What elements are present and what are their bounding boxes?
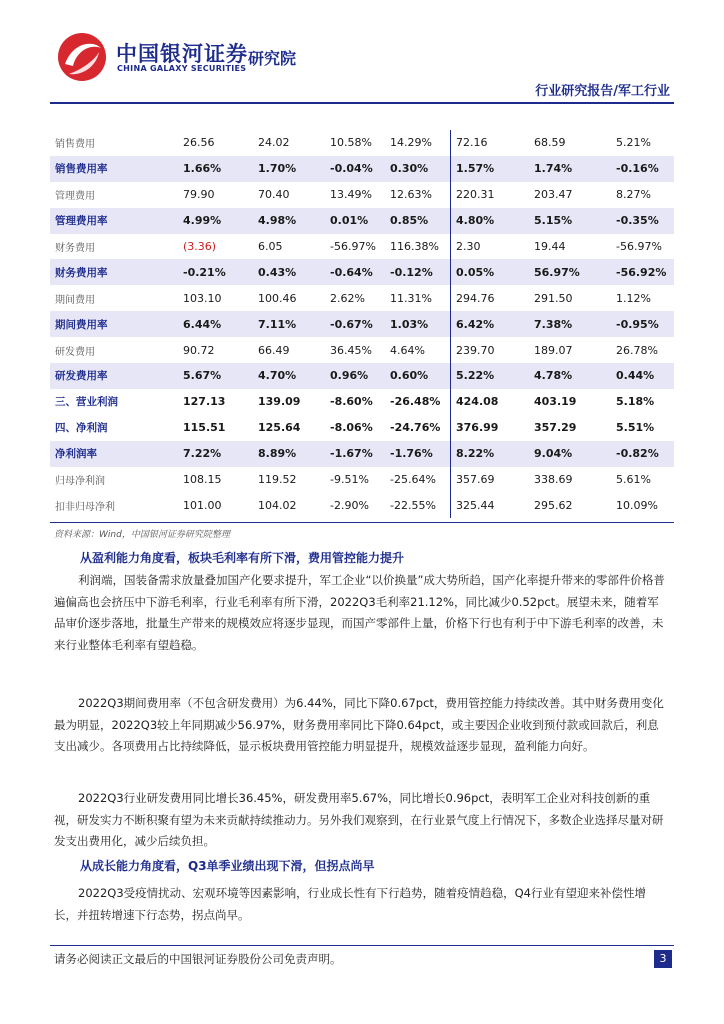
table-cell: 70.40 xyxy=(258,188,290,202)
table-cell: 108.15 xyxy=(183,473,222,487)
table-row xyxy=(50,492,674,518)
footer-divider xyxy=(50,945,674,946)
table-cell: 189.07 xyxy=(534,343,573,357)
table-cell: 6.44% xyxy=(178,311,253,337)
table-cell: 2.62% xyxy=(330,291,365,305)
table-cell: 357.29 xyxy=(534,421,577,435)
table-cell: -26.48% xyxy=(385,389,451,415)
row-label: 管理费用率 xyxy=(50,208,178,234)
paragraph: 利润端，国装备需求放量叠加国产化要求提升，军工企业“以价换量”成大势所趋，国产化率提升带来的零部件价格普遍偏高也会挤压中下游毛利率，行业毛利率有所下滑，2022Q3毛利率21.12%，同比减少0.52pct。展望未来，随着军品审价逐步落地，批量生产带来的规模效应将逐步显现，而国产零部件上量，价格下行也有利于中下游毛利率的改善，未来行业整体毛利率有望趋稳。 xyxy=(54,573,665,652)
table-cell: 101.00 xyxy=(183,498,222,512)
table-cell: 0.30% xyxy=(385,156,451,182)
row-label: 期间费用率 xyxy=(50,311,178,337)
table-cell: -1.67% xyxy=(325,441,385,467)
table-row xyxy=(50,415,674,441)
table-cell: 7.22% xyxy=(178,441,253,467)
table-cell: 403.19 xyxy=(534,395,577,409)
table-cell: -0.12% xyxy=(385,259,451,285)
table-cell: -0.21% xyxy=(178,259,253,285)
table-cell: 5.51% xyxy=(616,421,655,435)
table-cell: 338.69 xyxy=(534,473,573,487)
table-cell: 2.30 xyxy=(456,240,481,253)
section-body-expenses xyxy=(54,693,668,758)
table-cell: 0.01% xyxy=(325,208,385,234)
table-cell: 116.38% xyxy=(385,234,451,260)
table-cell: 139.09 xyxy=(258,395,301,409)
table-cell: 325.44 xyxy=(456,498,495,512)
table-cell: 5.22% xyxy=(451,363,530,389)
table-cell: 424.08 xyxy=(456,395,499,409)
row-label: 研发费用 xyxy=(55,346,95,358)
table-cell: 4.64% xyxy=(385,337,451,363)
table-cell: 0.43% xyxy=(253,259,325,285)
table-cell: -0.67% xyxy=(325,311,385,337)
section-title-growth: 从成长能力角度看，Q3单季业绩出现下滑，但拐点尚早 xyxy=(80,859,375,873)
row-label: 归母净利润 xyxy=(55,476,105,488)
table-cell: 5.61% xyxy=(616,473,651,487)
table-row xyxy=(50,337,674,363)
table-row xyxy=(50,363,674,389)
brand-name-cn: 中国银河证券 xyxy=(116,42,248,66)
table-cell: 295.62 xyxy=(534,498,573,512)
table-cell: (3.36) xyxy=(183,240,217,253)
table-cell: -8.06% xyxy=(330,421,373,435)
table-cell: -8.60% xyxy=(330,395,373,409)
table-cell: 4.80% xyxy=(451,208,530,234)
table-row xyxy=(50,441,674,467)
table-cell: 11.31% xyxy=(385,285,451,311)
table-cell: -25.64% xyxy=(385,467,451,493)
table-cell: 68.59 xyxy=(534,136,566,150)
brand-name-en: CHINA GALAXY SECURITIES xyxy=(117,64,247,73)
header-divider xyxy=(50,102,674,104)
paragraph: 2022Q3受疫情扰动、宏观环境等因素影响，行业成长性有下行趋势，随着疫情趋稳，Q4行业有望迎来补偿性增长，并扭转增速下行态势，拐点尚早。 xyxy=(54,886,646,922)
table-cell: 56.97% xyxy=(529,259,611,285)
table-cell: -0.16% xyxy=(611,156,674,182)
table-cell: -0.64% xyxy=(325,259,385,285)
table-cell: 36.45% xyxy=(330,343,372,357)
table-cell: 79.90 xyxy=(183,188,215,202)
table-cell: 104.02 xyxy=(258,498,297,512)
report-type: 行业研究报告/军工行业 xyxy=(535,84,670,99)
table-cell: 7.38% xyxy=(529,311,611,337)
row-label: 三、营业利润 xyxy=(55,396,118,409)
table-cell: 291.50 xyxy=(534,291,573,305)
section-body-rnd xyxy=(54,788,668,853)
table-cell: 127.13 xyxy=(183,395,226,409)
table-cell: 4.78% xyxy=(529,363,611,389)
table-cell: 239.70 xyxy=(456,343,495,357)
table-row xyxy=(50,467,674,493)
table-cell: 220.31 xyxy=(456,188,495,202)
table-cell: -1.76% xyxy=(385,441,451,467)
table-cell: 203.47 xyxy=(534,188,573,202)
table-cell: -56.97% xyxy=(616,240,662,253)
table-cell: 119.52 xyxy=(258,473,297,487)
table-cell: 103.10 xyxy=(183,291,222,305)
table-cell: 26.56 xyxy=(183,136,215,150)
page-number: 3 xyxy=(654,950,672,968)
table-cell: 376.99 xyxy=(456,421,499,435)
table-cell: 10.58% xyxy=(330,136,372,150)
table-cell: 5.21% xyxy=(616,136,651,150)
table-cell: 1.74% xyxy=(529,156,611,182)
table-cell: 14.29% xyxy=(385,130,451,156)
table-cell: 10.09% xyxy=(616,498,658,512)
table-cell: 9.04% xyxy=(529,441,611,467)
table-cell: -9.51% xyxy=(330,473,369,487)
table-cell: 5.67% xyxy=(178,363,253,389)
table-row xyxy=(50,130,674,156)
table-cell: 12.63% xyxy=(385,182,451,208)
table-cell: 1.57% xyxy=(451,156,530,182)
table-cell: 1.70% xyxy=(253,156,325,182)
row-label: 财务费用率 xyxy=(50,259,178,285)
table-cell: 0.60% xyxy=(385,363,451,389)
row-label: 销售费用率 xyxy=(50,156,178,182)
table-row xyxy=(50,182,674,208)
institute-label: 研究院 xyxy=(248,49,297,68)
table-cell: 1.12% xyxy=(616,291,651,305)
table-cell: 5.15% xyxy=(529,208,611,234)
table-cell: -0.82% xyxy=(611,441,674,467)
table-cell: -56.97% xyxy=(330,240,376,253)
table-cell: -56.92% xyxy=(611,259,674,285)
table-cell: 4.98% xyxy=(253,208,325,234)
row-label: 销售费用 xyxy=(55,139,95,151)
row-label: 扣非归母净利 xyxy=(55,501,115,513)
table-row xyxy=(50,208,674,234)
table-cell: 100.46 xyxy=(258,291,297,305)
table-cell: -24.76% xyxy=(385,415,451,441)
row-label: 净利润率 xyxy=(50,441,178,467)
table-cell: -22.55% xyxy=(385,492,451,518)
table-cell: 357.69 xyxy=(456,473,495,487)
table-cell: 8.89% xyxy=(253,441,325,467)
table-cell: 4.99% xyxy=(178,208,253,234)
table-cell: 0.44% xyxy=(611,363,674,389)
disclaimer-text: 请务必阅读正文最后的中国银河证券股份公司免责声明。 xyxy=(54,952,342,966)
table-cell: 26.78% xyxy=(616,343,658,357)
financial-table-body xyxy=(50,130,674,518)
table-cell: -2.90% xyxy=(330,498,369,512)
table-cell: 0.85% xyxy=(385,208,451,234)
galaxy-logo-icon xyxy=(55,30,109,84)
table-cell: 0.05% xyxy=(451,259,530,285)
table-cell: 24.02 xyxy=(258,136,290,150)
table-cell: 6.05 xyxy=(258,240,283,253)
table-cell: 90.72 xyxy=(183,343,215,357)
row-label: 四、净利润 xyxy=(55,422,108,435)
row-label: 管理费用 xyxy=(55,191,95,203)
table-cell: 294.76 xyxy=(456,291,495,305)
table-row xyxy=(50,156,674,182)
table-cell: 66.49 xyxy=(258,343,290,357)
table-cell: 4.70% xyxy=(253,363,325,389)
row-label: 研发费用率 xyxy=(50,363,178,389)
section-body-profitability xyxy=(54,570,668,656)
table-row xyxy=(50,259,674,285)
table-cell: 0.96% xyxy=(325,363,385,389)
section-title-profitability: 从盈利能力角度看，板块毛利率有所下滑，费用管控能力提升 xyxy=(80,551,405,565)
table-source: 资料来源：Wind，中国银河证券研究院整理 xyxy=(54,530,230,540)
table-row xyxy=(50,389,674,415)
row-label: 期间费用 xyxy=(55,294,95,306)
financial-table xyxy=(50,130,674,518)
table-cell: 8.22% xyxy=(451,441,530,467)
page-header xyxy=(0,0,724,110)
table-cell: 13.49% xyxy=(330,188,372,202)
table-cell: 1.66% xyxy=(178,156,253,182)
table-cell: 6.42% xyxy=(451,311,530,337)
table-row xyxy=(50,234,674,260)
paragraph: 2022Q3行业研发费用同比增长36.45%，研发费用率5.67%，同比增长0.96pct，表明军工企业对科技创新的重视，研发实力不断积聚有望为未来贡献持续推动力。另外我们观察到，在行业景气度上行情况下，多数企业选择尽量对研发支出费用化，减少后续负担。 xyxy=(54,791,664,848)
table-cell: -0.35% xyxy=(611,208,674,234)
table-cell: 115.51 xyxy=(183,421,226,435)
row-label: 财务费用 xyxy=(55,243,95,254)
table-cell: 7.11% xyxy=(253,311,325,337)
table-cell: 5.18% xyxy=(616,395,655,409)
table-cell: -0.04% xyxy=(325,156,385,182)
table-cell: 72.16 xyxy=(456,136,488,150)
table-row xyxy=(50,311,674,337)
table-bottom-rule xyxy=(50,522,674,523)
table-cell: 125.64 xyxy=(258,421,301,435)
table-cell: 8.27% xyxy=(616,188,651,202)
table-cell: 1.03% xyxy=(385,311,451,337)
table-cell: -0.95% xyxy=(611,311,674,337)
table-cell: 19.44 xyxy=(534,240,566,253)
paragraph: 2022Q3期间费用率（不包含研发费用）为6.44%，同比下降0.67pct，费用管控能力持续改善。其中财务费用变化最为明显，2022Q3较上年同期减少56.97%，财务费用率同比下降0.64pct，或主要因企业收到预付款或回款后，利息支出减少。各项费用占比持续降低，显示板块费用管控能力明显提升，规模效益逐步显现，盈利能力向好。 xyxy=(54,696,664,753)
table-row xyxy=(50,285,674,311)
section-body-growth xyxy=(54,883,668,926)
